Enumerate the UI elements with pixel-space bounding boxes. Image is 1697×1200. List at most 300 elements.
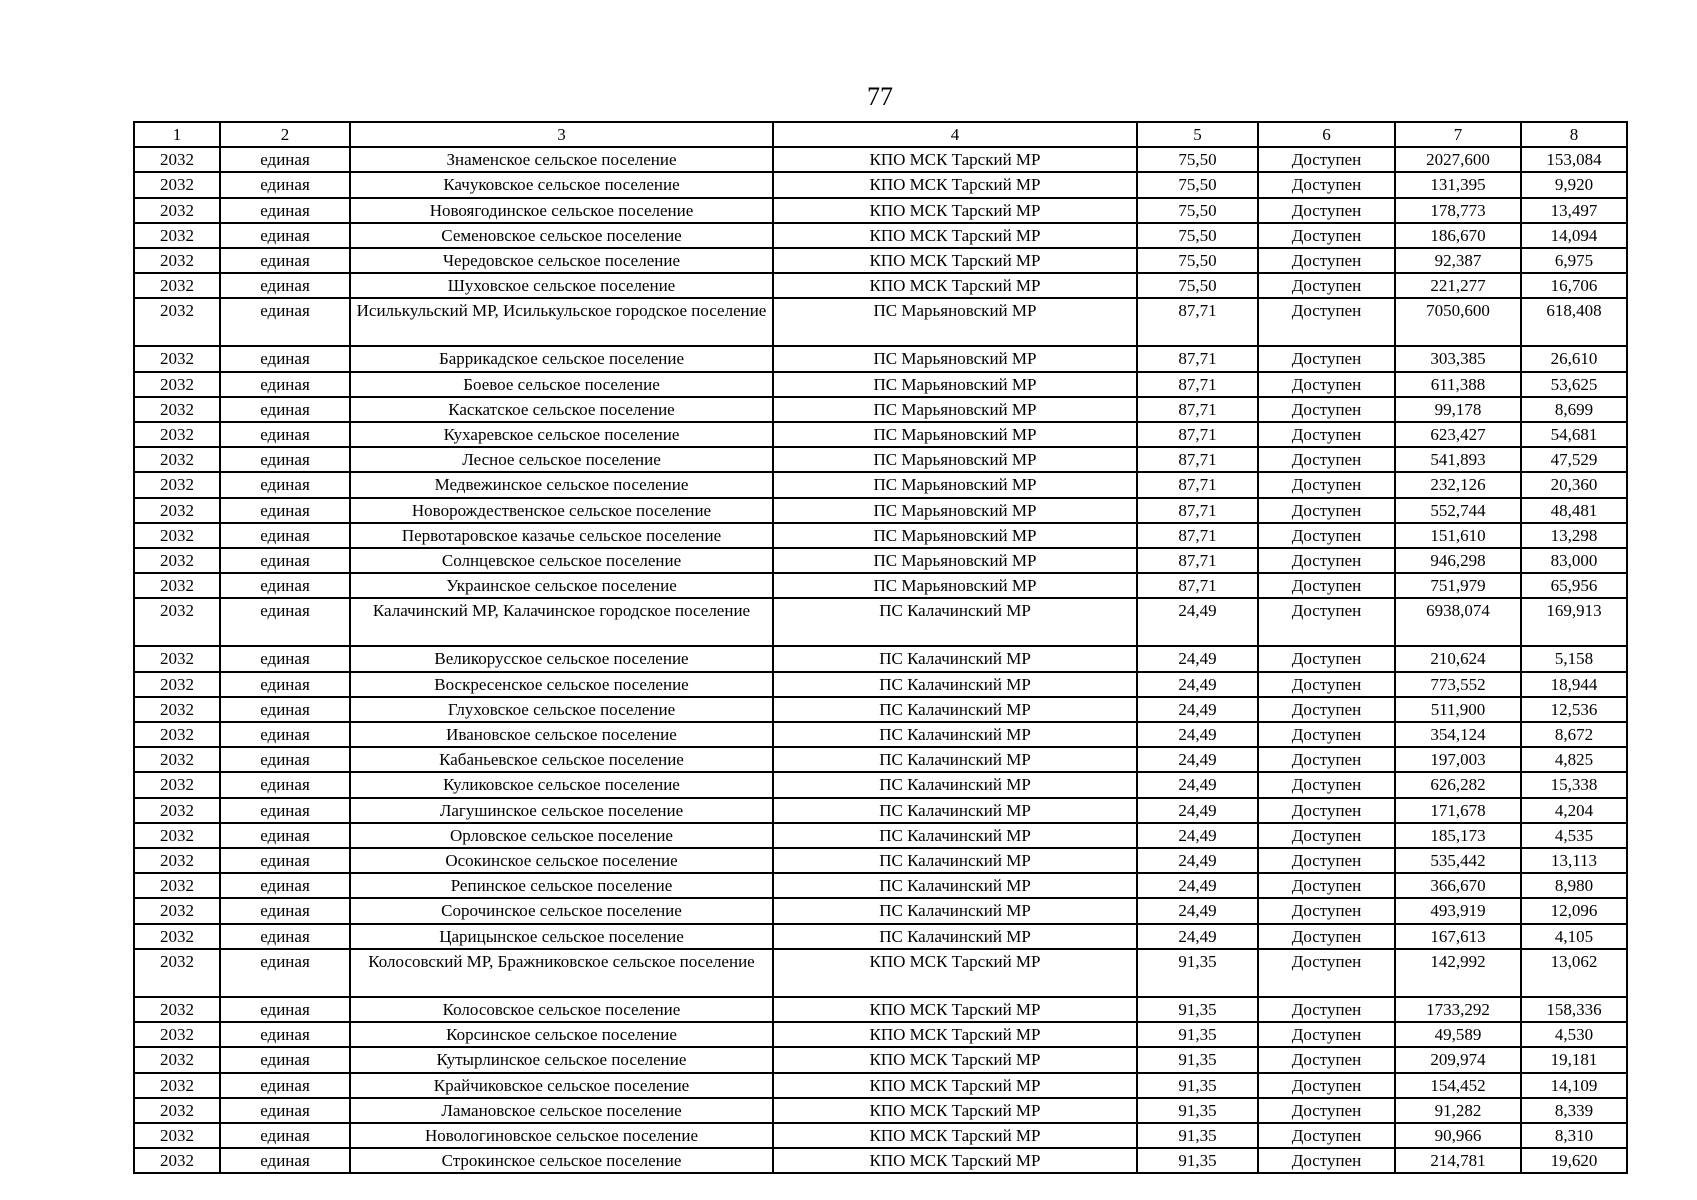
table-row: [134, 273, 1627, 298]
amount-cell: 13,497: [1521, 198, 1627, 223]
source-cell: ПС Калачинский МР: [773, 848, 1137, 873]
amount-cell: 14,109: [1521, 1073, 1627, 1098]
volume-cell: 197,003: [1395, 747, 1521, 772]
source-cell: ПС Калачинский МР: [773, 823, 1137, 848]
source-cell: КПО МСК Тарский МР: [773, 223, 1137, 248]
status-cell: Доступен: [1258, 298, 1395, 346]
value-cell: 87,71: [1137, 573, 1258, 598]
year-cell: 2032: [134, 598, 220, 646]
table-row: [134, 548, 1627, 573]
settlement-cell: Знаменское сельское поселение: [350, 147, 773, 172]
value-cell: 24,49: [1137, 873, 1258, 898]
table-row: [134, 672, 1627, 697]
settlement-cell: Кухаревское сельское поселение: [350, 422, 773, 447]
table-row: [134, 722, 1627, 747]
status-cell: Доступен: [1258, 273, 1395, 298]
table-row: [134, 1047, 1627, 1072]
page-number: 77: [867, 82, 893, 111]
value-cell: 24,49: [1137, 646, 1258, 671]
year-cell: 2032: [134, 147, 220, 172]
amount-cell: 4,535: [1521, 823, 1627, 848]
volume-cell: 366,670: [1395, 873, 1521, 898]
type-cell: единая: [220, 422, 350, 447]
table-row: [134, 873, 1627, 898]
amount-cell: 19,181: [1521, 1047, 1627, 1072]
volume-cell: 6938,074: [1395, 598, 1521, 646]
volume-cell: 171,678: [1395, 798, 1521, 823]
settlement-cell: Медвежинское сельское поселение: [350, 472, 773, 497]
year-cell: 2032: [134, 997, 220, 1022]
status-cell: Доступен: [1258, 422, 1395, 447]
volume-cell: 209,974: [1395, 1047, 1521, 1072]
settlement-cell: Семеновское сельское поселение: [350, 223, 773, 248]
status-cell: Доступен: [1258, 498, 1395, 523]
volume-cell: 611,388: [1395, 372, 1521, 397]
table-row: [134, 447, 1627, 472]
type-cell: единая: [220, 172, 350, 197]
status-cell: Доступен: [1258, 898, 1395, 923]
value-cell: 87,71: [1137, 346, 1258, 371]
year-cell: 2032: [134, 898, 220, 923]
amount-cell: 8,699: [1521, 397, 1627, 422]
value-cell: 91,35: [1137, 1123, 1258, 1148]
source-cell: ПС Калачинский МР: [773, 598, 1137, 646]
source-cell: ПС Калачинский МР: [773, 722, 1137, 747]
volume-cell: 91,282: [1395, 1098, 1521, 1123]
type-cell: единая: [220, 1148, 350, 1173]
volume-cell: 151,610: [1395, 523, 1521, 548]
value-cell: 24,49: [1137, 848, 1258, 873]
source-cell: ПС Марьяновский МР: [773, 523, 1137, 548]
year-cell: 2032: [134, 298, 220, 346]
source-cell: ПС Калачинский МР: [773, 672, 1137, 697]
amount-cell: 14,094: [1521, 223, 1627, 248]
source-cell: ПС Марьяновский МР: [773, 397, 1137, 422]
amount-cell: 5,158: [1521, 646, 1627, 671]
table-row: [134, 1148, 1627, 1173]
type-cell: единая: [220, 548, 350, 573]
type-cell: единая: [220, 823, 350, 848]
status-cell: Доступен: [1258, 372, 1395, 397]
status-cell: Доступен: [1258, 447, 1395, 472]
amount-cell: 8,980: [1521, 873, 1627, 898]
status-cell: Доступен: [1258, 223, 1395, 248]
value-cell: 91,35: [1137, 1047, 1258, 1072]
year-cell: 2032: [134, 573, 220, 598]
settlement-cell: Крайчиковское сельское поселение: [350, 1073, 773, 1098]
source-cell: КПО МСК Тарский МР: [773, 1022, 1137, 1047]
volume-cell: 49,589: [1395, 1022, 1521, 1047]
amount-cell: 19,620: [1521, 1148, 1627, 1173]
amount-cell: 9,920: [1521, 172, 1627, 197]
source-cell: ПС Марьяновский МР: [773, 472, 1137, 497]
settlement-cell: Каскатское сельское поселение: [350, 397, 773, 422]
amount-cell: 83,000: [1521, 548, 1627, 573]
status-cell: Доступен: [1258, 1098, 1395, 1123]
value-cell: 91,35: [1137, 949, 1258, 997]
status-cell: Доступен: [1258, 672, 1395, 697]
value-cell: 87,71: [1137, 472, 1258, 497]
settlement-cell: Исилькульский МР, Исилькульское городское поселение: [350, 298, 773, 346]
settlement-cell: Калачинский МР, Калачинское городское поселение: [350, 598, 773, 646]
type-cell: единая: [220, 848, 350, 873]
status-cell: Доступен: [1258, 1148, 1395, 1173]
source-cell: КПО МСК Тарский МР: [773, 172, 1137, 197]
header-row: [134, 122, 1627, 147]
amount-cell: 12,536: [1521, 697, 1627, 722]
volume-cell: 623,427: [1395, 422, 1521, 447]
value-cell: 87,71: [1137, 498, 1258, 523]
settlement-cell: Украинское сельское поселение: [350, 573, 773, 598]
year-cell: 2032: [134, 1148, 220, 1173]
settlement-cell: Куликовское сельское поселение: [350, 772, 773, 797]
table-row: [134, 147, 1627, 172]
amount-cell: 4,105: [1521, 924, 1627, 949]
value-cell: 75,50: [1137, 198, 1258, 223]
amount-cell: 12,096: [1521, 898, 1627, 923]
table-row: [134, 223, 1627, 248]
status-cell: Доступен: [1258, 472, 1395, 497]
type-cell: единая: [220, 722, 350, 747]
column-header-6: 6: [1258, 122, 1395, 147]
year-cell: 2032: [134, 1098, 220, 1123]
amount-cell: 20,360: [1521, 472, 1627, 497]
source-cell: ПС Калачинский МР: [773, 747, 1137, 772]
volume-cell: 185,173: [1395, 823, 1521, 848]
table-row: [134, 997, 1627, 1022]
table-row: [134, 949, 1627, 997]
source-cell: ПС Марьяновский МР: [773, 498, 1137, 523]
type-cell: единая: [220, 198, 350, 223]
value-cell: 91,35: [1137, 1022, 1258, 1047]
source-cell: КПО МСК Тарский МР: [773, 1073, 1137, 1098]
status-cell: Доступен: [1258, 646, 1395, 671]
type-cell: единая: [220, 1098, 350, 1123]
volume-cell: 210,624: [1395, 646, 1521, 671]
volume-cell: 541,893: [1395, 447, 1521, 472]
settlement-cell: Колосовский МР, Бражниковское сельское поселение: [350, 949, 773, 997]
table-row: [134, 372, 1627, 397]
value-cell: 91,35: [1137, 997, 1258, 1022]
amount-cell: 169,913: [1521, 598, 1627, 646]
source-cell: ПС Марьяновский МР: [773, 298, 1137, 346]
amount-cell: 8,310: [1521, 1123, 1627, 1148]
value-cell: 87,71: [1137, 523, 1258, 548]
year-cell: 2032: [134, 172, 220, 197]
year-cell: 2032: [134, 722, 220, 747]
volume-cell: 131,395: [1395, 172, 1521, 197]
type-cell: единая: [220, 873, 350, 898]
settlement-cell: Солнцевское сельское поселение: [350, 548, 773, 573]
table-row: [134, 747, 1627, 772]
amount-cell: 4,825: [1521, 747, 1627, 772]
value-cell: 24,49: [1137, 898, 1258, 923]
settlement-cell: Кутырлинское сельское поселение: [350, 1047, 773, 1072]
status-cell: Доступен: [1258, 1073, 1395, 1098]
volume-cell: 1733,292: [1395, 997, 1521, 1022]
volume-cell: 221,277: [1395, 273, 1521, 298]
source-cell: КПО МСК Тарский МР: [773, 147, 1137, 172]
amount-cell: 158,336: [1521, 997, 1627, 1022]
status-cell: Доступен: [1258, 346, 1395, 371]
type-cell: единая: [220, 1022, 350, 1047]
source-cell: КПО МСК Тарский МР: [773, 1123, 1137, 1148]
status-cell: Доступен: [1258, 873, 1395, 898]
settlement-cell: Шуховское сельское поселение: [350, 273, 773, 298]
type-cell: единая: [220, 447, 350, 472]
source-cell: КПО МСК Тарский МР: [773, 273, 1137, 298]
type-cell: единая: [220, 573, 350, 598]
year-cell: 2032: [134, 1022, 220, 1047]
type-cell: единая: [220, 798, 350, 823]
source-cell: ПС Марьяновский МР: [773, 372, 1137, 397]
table-row: [134, 198, 1627, 223]
volume-cell: 493,919: [1395, 898, 1521, 923]
value-cell: 75,50: [1137, 147, 1258, 172]
amount-cell: 26,610: [1521, 346, 1627, 371]
source-cell: ПС Калачинский МР: [773, 798, 1137, 823]
settlement-cell: Корсинское сельское поселение: [350, 1022, 773, 1047]
type-cell: единая: [220, 1047, 350, 1072]
status-cell: Доступен: [1258, 697, 1395, 722]
volume-cell: 552,744: [1395, 498, 1521, 523]
volume-cell: 99,178: [1395, 397, 1521, 422]
status-cell: Доступен: [1258, 397, 1395, 422]
status-cell: Доступен: [1258, 772, 1395, 797]
type-cell: единая: [220, 598, 350, 646]
year-cell: 2032: [134, 772, 220, 797]
volume-cell: 142,992: [1395, 949, 1521, 997]
table-row: [134, 924, 1627, 949]
volume-cell: 773,552: [1395, 672, 1521, 697]
table-row: [134, 772, 1627, 797]
volume-cell: 232,126: [1395, 472, 1521, 497]
settlement-cell: Орловское сельское поселение: [350, 823, 773, 848]
source-cell: КПО МСК Тарский МР: [773, 949, 1137, 997]
value-cell: 24,49: [1137, 798, 1258, 823]
status-cell: Доступен: [1258, 798, 1395, 823]
status-cell: Доступен: [1258, 823, 1395, 848]
type-cell: единая: [220, 924, 350, 949]
source-cell: КПО МСК Тарский МР: [773, 198, 1137, 223]
source-cell: ПС Марьяновский МР: [773, 573, 1137, 598]
status-cell: Доступен: [1258, 1047, 1395, 1072]
table-body: [134, 147, 1627, 1173]
table-row: [134, 298, 1627, 346]
year-cell: 2032: [134, 248, 220, 273]
value-cell: 75,50: [1137, 248, 1258, 273]
settlement-cell: Осокинское сельское поселение: [350, 848, 773, 873]
table-row: [134, 422, 1627, 447]
value-cell: 24,49: [1137, 772, 1258, 797]
settlement-cell: Лагушинское сельское поселение: [350, 798, 773, 823]
year-cell: 2032: [134, 372, 220, 397]
table-row: [134, 397, 1627, 422]
table-row: [134, 898, 1627, 923]
table-row: [134, 598, 1627, 646]
year-cell: 2032: [134, 397, 220, 422]
year-cell: 2032: [134, 346, 220, 371]
settlement-cell: Царицынское сельское поселение: [350, 924, 773, 949]
year-cell: 2032: [134, 198, 220, 223]
value-cell: 87,71: [1137, 548, 1258, 573]
value-cell: 24,49: [1137, 924, 1258, 949]
volume-cell: 751,979: [1395, 573, 1521, 598]
settlement-cell: Воскресенское сельское поселение: [350, 672, 773, 697]
source-cell: ПС Калачинский МР: [773, 924, 1137, 949]
year-cell: 2032: [134, 823, 220, 848]
year-cell: 2032: [134, 447, 220, 472]
table-row: [134, 472, 1627, 497]
status-cell: Доступен: [1258, 598, 1395, 646]
year-cell: 2032: [134, 848, 220, 873]
status-cell: Доступен: [1258, 523, 1395, 548]
source-cell: КПО МСК Тарский МР: [773, 1148, 1137, 1173]
year-cell: 2032: [134, 747, 220, 772]
column-header-2: 2: [220, 122, 350, 147]
amount-cell: 53,625: [1521, 372, 1627, 397]
table-row: [134, 172, 1627, 197]
type-cell: единая: [220, 672, 350, 697]
amount-cell: 15,338: [1521, 772, 1627, 797]
status-cell: Доступен: [1258, 248, 1395, 273]
status-cell: Доступен: [1258, 949, 1395, 997]
table-row: [134, 798, 1627, 823]
source-cell: КПО МСК Тарский МР: [773, 1098, 1137, 1123]
settlement-cell: Баррикадское сельское поселение: [350, 346, 773, 371]
value-cell: 24,49: [1137, 697, 1258, 722]
table-row: [134, 1098, 1627, 1123]
settlement-cell: Лесное сельское поселение: [350, 447, 773, 472]
settlement-cell: Новологиновское сельское поселение: [350, 1123, 773, 1148]
year-cell: 2032: [134, 422, 220, 447]
value-cell: 24,49: [1137, 672, 1258, 697]
volume-cell: 90,966: [1395, 1123, 1521, 1148]
value-cell: 87,71: [1137, 397, 1258, 422]
table-row: [134, 697, 1627, 722]
value-cell: 87,71: [1137, 447, 1258, 472]
type-cell: единая: [220, 523, 350, 548]
status-cell: Доступен: [1258, 924, 1395, 949]
volume-cell: 178,773: [1395, 198, 1521, 223]
year-cell: 2032: [134, 697, 220, 722]
type-cell: единая: [220, 949, 350, 997]
settlement-cell: Строкинское сельское поселение: [350, 1148, 773, 1173]
status-cell: Доступен: [1258, 198, 1395, 223]
column-header-7: 7: [1395, 122, 1521, 147]
status-cell: Доступен: [1258, 997, 1395, 1022]
type-cell: единая: [220, 248, 350, 273]
volume-cell: 303,385: [1395, 346, 1521, 371]
type-cell: единая: [220, 346, 350, 371]
settlement-cell: Колосовское сельское поселение: [350, 997, 773, 1022]
type-cell: единая: [220, 298, 350, 346]
column-header-1: 1: [134, 122, 220, 147]
value-cell: 24,49: [1137, 722, 1258, 747]
volume-cell: 7050,600: [1395, 298, 1521, 346]
column-header-5: 5: [1137, 122, 1258, 147]
year-cell: 2032: [134, 223, 220, 248]
source-cell: ПС Марьяновский МР: [773, 447, 1137, 472]
year-cell: 2032: [134, 498, 220, 523]
status-cell: Доступен: [1258, 1123, 1395, 1148]
amount-cell: 4,530: [1521, 1022, 1627, 1047]
table-row: [134, 498, 1627, 523]
amount-cell: 13,113: [1521, 848, 1627, 873]
year-cell: 2032: [134, 1073, 220, 1098]
type-cell: единая: [220, 1073, 350, 1098]
volume-cell: 186,670: [1395, 223, 1521, 248]
source-cell: ПС Марьяновский МР: [773, 346, 1137, 371]
amount-cell: 65,956: [1521, 573, 1627, 598]
year-cell: 2032: [134, 548, 220, 573]
source-cell: КПО МСК Тарский МР: [773, 997, 1137, 1022]
settlement-cell: Глуховское сельское поселение: [350, 697, 773, 722]
source-cell: ПС Калачинский МР: [773, 772, 1137, 797]
volume-cell: 511,900: [1395, 697, 1521, 722]
type-cell: единая: [220, 772, 350, 797]
type-cell: единая: [220, 646, 350, 671]
source-cell: ПС Марьяновский МР: [773, 422, 1137, 447]
value-cell: 75,50: [1137, 273, 1258, 298]
table-row: [134, 346, 1627, 371]
type-cell: единая: [220, 997, 350, 1022]
year-cell: 2032: [134, 1047, 220, 1072]
value-cell: 87,71: [1137, 298, 1258, 346]
status-cell: Доступен: [1258, 573, 1395, 598]
status-cell: Доступен: [1258, 548, 1395, 573]
type-cell: единая: [220, 498, 350, 523]
amount-cell: 8,672: [1521, 722, 1627, 747]
source-cell: ПС Калачинский МР: [773, 873, 1137, 898]
settlement-cell: Чередовское сельское поселение: [350, 248, 773, 273]
type-cell: единая: [220, 273, 350, 298]
settlement-cell: Кабаньевское сельское поселение: [350, 747, 773, 772]
amount-cell: 13,062: [1521, 949, 1627, 997]
year-cell: 2032: [134, 273, 220, 298]
column-header-4: 4: [773, 122, 1137, 147]
year-cell: 2032: [134, 523, 220, 548]
type-cell: единая: [220, 372, 350, 397]
table-row: [134, 1022, 1627, 1047]
year-cell: 2032: [134, 1123, 220, 1148]
table-row: [134, 646, 1627, 671]
amount-cell: 4,204: [1521, 798, 1627, 823]
settlement-cell: Репинское сельское поселение: [350, 873, 773, 898]
amount-cell: 54,681: [1521, 422, 1627, 447]
column-header-8: 8: [1521, 122, 1627, 147]
table-row: [134, 823, 1627, 848]
value-cell: 91,35: [1137, 1098, 1258, 1123]
type-cell: единая: [220, 147, 350, 172]
settlement-cell: Качуковское сельское поселение: [350, 172, 773, 197]
year-cell: 2032: [134, 472, 220, 497]
amount-cell: 18,944: [1521, 672, 1627, 697]
source-cell: КПО МСК Тарский МР: [773, 1047, 1137, 1072]
status-cell: Доступен: [1258, 747, 1395, 772]
value-cell: 24,49: [1137, 598, 1258, 646]
status-cell: Доступен: [1258, 848, 1395, 873]
column-header-3: 3: [350, 122, 773, 147]
type-cell: единая: [220, 397, 350, 422]
source-cell: ПС Калачинский МР: [773, 697, 1137, 722]
year-cell: 2032: [134, 924, 220, 949]
table-row: [134, 523, 1627, 548]
type-cell: единая: [220, 1123, 350, 1148]
value-cell: 87,71: [1137, 372, 1258, 397]
value-cell: 87,71: [1137, 422, 1258, 447]
status-cell: Доступен: [1258, 722, 1395, 747]
